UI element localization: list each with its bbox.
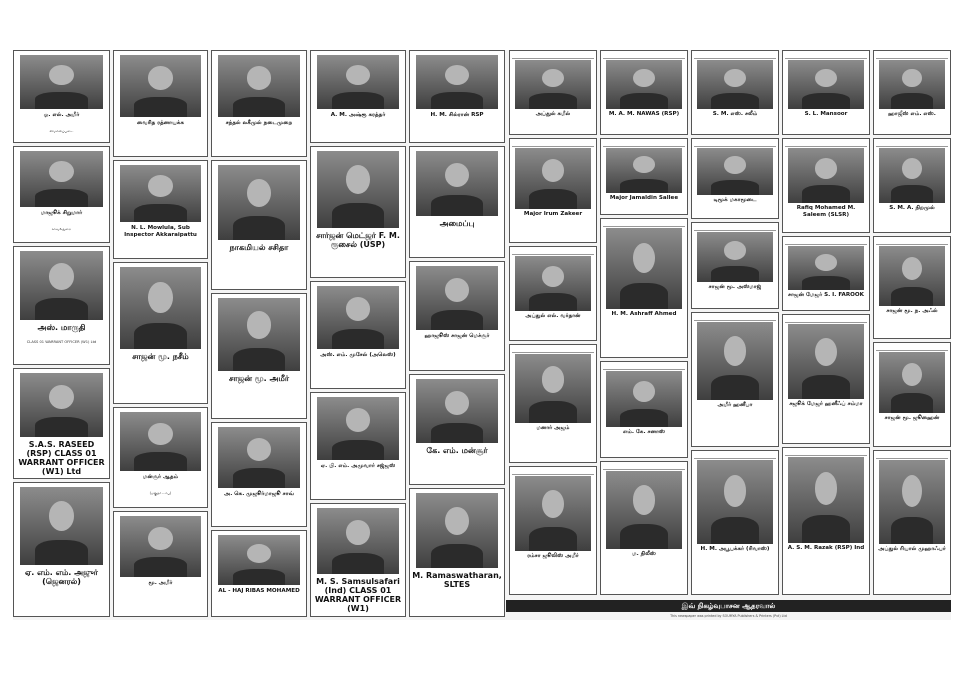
portrait-photo [606,371,682,427]
portrait-photo [20,487,104,565]
card-header-strip [785,316,867,323]
memorial-card [409,488,505,617]
portrait-photo [416,379,499,443]
card-header-strip [603,363,685,370]
portrait-photo [879,352,946,413]
memorial-card [310,50,406,143]
memorial-card [691,312,779,447]
portrait-photo [697,232,773,282]
memorial-card [409,261,505,371]
portrait-photo [416,151,499,216]
card-header-strip [876,238,948,245]
footer-fine-print: This newspaper was printed by SOUMYA Publishers & Printers (Pvt) Ltd [670,614,787,618]
memorial-card [873,50,951,135]
portrait-photo [788,324,864,399]
memorial-card [211,293,307,419]
portrait-photo [697,460,773,544]
memorial-card [211,50,307,157]
portrait-photo [515,476,591,551]
person-name: வைரித ரத்னாயக்க [136,120,185,126]
person-name: சஜூக் மேஜர் ஹனீஃப் சம்மா [789,401,863,407]
person-name: M. Ramaswatharan, SLTES [412,571,502,589]
person-name: சாஜன் மூ. ந. அஃல் [886,308,938,314]
portrait-photo [20,151,104,207]
person-name: ம. நிலீஸ் [632,551,656,557]
memorial-card [13,146,110,243]
person-name: சாஜன் மேஜர் S. I. FAROOK [788,292,864,298]
portrait-photo [515,256,591,311]
person-name: அஸ். எம். முசேல் (அலெஸ்) [320,352,396,358]
portrait-photo [515,148,591,209]
card-header-strip [512,468,594,475]
portrait-photo [20,251,104,320]
portrait-photo [606,471,682,549]
person-name: H. M. அபூபக்கர் (ரிவாஸ்) [700,546,770,552]
memorial-card [310,281,406,389]
memorial-card [211,530,307,617]
person-name: H. M. சில்ரான் RSP [430,112,484,118]
memorial-card [113,160,208,259]
memorial-card [873,236,951,339]
memorial-card [691,138,779,219]
person-name: அ. கெ. முஜூர்மாஜூ சாவ் [224,491,294,497]
portrait-photo [317,55,400,109]
person-name: Major Jamaldin Sallee [609,195,679,201]
person-name: N. L. Mowlula, Sub Inspector Akkaraipattu [124,225,197,238]
person-name: S.A.S. RASEED (RSP) CLASS 01 WARRANT OFFICER (W1) Ltd [18,440,105,476]
portrait-photo [317,397,400,460]
person-name: S. M. எஸ். சலீம் [712,111,758,117]
person-name: கே. எம். மன்சூர் [426,446,488,455]
footer-banner: இவ் நிகழ்வுபாசன ஆதரவால் [506,600,951,612]
portrait-photo [317,151,400,228]
portrait-photo [515,354,591,423]
person-name: M. S. Samsulsafari (Ind) CLASS 01 WARRANT OFFICER (W1) [314,577,402,613]
person-name: சந்தல் லகீமுல் நடைமுறை [225,120,293,126]
person-name: S. M. A. நிறமுல் [889,205,935,211]
portrait-photo [879,148,946,203]
memorial-card [113,262,208,404]
portrait-photo [879,246,946,306]
memorial-card [691,450,779,595]
portrait-photo [317,508,400,574]
portrait-photo [416,266,499,330]
card-header-strip [603,52,685,59]
person-name: சாஜன் மூ. ஜூஹைன் [884,415,940,421]
portrait-photo [218,298,301,371]
portrait-photo [879,460,946,544]
portrait-photo [120,412,202,471]
person-name: AL - HAJ RIBAS MOHAMED [218,588,300,594]
person-name: டிமூக் மகாமூடை [713,197,757,203]
memorial-card [782,236,870,311]
person-name: ரம்சா ஜூலிஸ் அமீர் [527,553,579,559]
memorial-card [691,222,779,309]
person-name: மன்சூர் ஆதம் [142,474,179,480]
person-name: சாஜன் மூ. அஸ்மாஜ் [708,284,762,290]
memorial-card [113,511,208,617]
memorial-card [13,50,110,143]
person-name: ஓ. எல். அமீர் [43,112,80,118]
card-header-strip [785,140,867,147]
portrait-photo [317,286,400,349]
portrait-photo [218,535,301,585]
portrait-photo [20,373,104,437]
person-name: நாகமியல் சசிதா [229,243,289,252]
person-name: ஏ. எம். எம். அஜுர் (ஜெனரல்) [25,568,98,586]
person-name: அப்துல் எல். வர்தான் [525,313,581,319]
card-header-strip [512,346,594,353]
portrait-photo [218,165,301,240]
portrait-photo [697,322,773,400]
memorial-card [782,447,870,595]
card-header-strip [694,140,776,147]
card-header-strip [603,220,685,227]
person-name: அஸ். மாருதி [37,323,86,332]
memorial-card [509,466,597,595]
person-name: ஏ. பி. எம். அமுவார் சஜ்ஜஸ் [320,463,396,469]
portrait-photo [788,246,864,290]
portrait-photo [606,228,682,309]
memorial-card [600,50,688,135]
person-name: A. M. அஷ்ரூ கரத்தர் [330,112,386,118]
memorial-card [310,146,406,278]
card-header-strip [694,52,776,59]
memorial-card [211,422,307,527]
person-name: சாஜன் மூ. அமீர் [228,374,290,383]
memorial-card [409,146,505,258]
person-name: மனார் அஜம் [536,425,570,431]
memorial-card [782,50,870,135]
memorial-sheet [13,50,951,620]
person-name: அமைப்பு [439,219,475,228]
card-header-strip [603,140,685,147]
memorial-card [310,503,406,617]
memorial-card [13,246,110,365]
memorial-card [13,482,110,617]
memorial-card [509,246,597,341]
memorial-card [873,138,951,233]
person-name: ஹாஜூஸ் சாஜன் மெச்சூர் [424,333,490,339]
person-name: சாஜன் மூ. நசீம் [132,352,189,361]
memorial-card [113,407,208,508]
person-name: H. M. Ashraff Ahmed [611,311,677,317]
person-name: ஹாஜீஸ் எம். எஸ். [888,111,936,117]
memorial-card [409,50,505,143]
person-name: அப்துல் ரியால் முஹாஃபர் [878,546,946,552]
memorial-card [600,218,688,358]
portrait-photo [788,148,864,203]
memorial-card [600,138,688,215]
memorial-card [691,50,779,135]
portrait-photo [788,457,864,543]
card-header-strip [512,140,594,147]
memorial-card [873,450,951,595]
memorial-card [310,392,406,500]
portrait-photo [120,55,202,117]
person-name: மூ. அமீர் [148,580,173,586]
person-name: அமீர் ஹனீபா [717,402,753,408]
card-header-strip [876,52,948,59]
person-description: (மகுதா டாபு) [149,491,172,495]
card-header-strip [603,463,685,470]
card-header-strip [876,452,948,459]
portrait-photo [416,493,499,568]
card-header-strip [512,52,594,59]
memorial-card [409,374,505,485]
card-header-strip [512,248,594,255]
portrait-photo [218,55,301,117]
person-name: சார்ஜன் மெட்ஜர் F. M. ரூசைல் (USP) [316,231,400,249]
portrait-photo [20,55,104,109]
memorial-card [509,50,597,135]
card-header-strip [785,52,867,59]
portrait-photo [788,60,864,109]
person-description: காவல்துறை [51,227,72,231]
portrait-photo [879,60,946,109]
card-header-strip [694,224,776,231]
memorial-card [13,368,110,479]
card-header-strip [785,449,867,456]
card-header-strip [876,344,948,351]
memorial-card [600,461,688,595]
portrait-photo [416,55,499,109]
portrait-photo [120,165,202,222]
person-name: S. L. Mansoor [804,111,848,117]
memorial-card [509,138,597,243]
person-name: M. A. M. NAWAS (RSP) [608,111,680,117]
memorial-card [782,314,870,444]
person-name: Major Irum Zakeer [523,211,583,217]
person-description: விமானப்படை [49,129,74,133]
memorial-card [873,342,951,447]
person-name: A. S. M. Razak (RSP) Ind [787,545,865,551]
person-name: அப்துல் கமீல் [535,111,571,117]
portrait-photo [606,148,682,193]
person-name: மாஜூக் சிறுமார் [40,210,83,216]
memorial-card [113,50,208,157]
memorial-card [782,138,870,233]
portrait-photo [697,148,773,195]
portrait-photo [515,60,591,109]
portrait-photo [697,60,773,109]
card-header-strip [785,238,867,245]
card-header-strip [694,452,776,459]
person-name: எம். கே. சனாஸ் [622,429,665,435]
portrait-photo [120,516,202,577]
memorial-card [211,160,307,290]
memorial-card [509,344,597,463]
card-header-strip [694,314,776,321]
portrait-photo [606,60,682,109]
person-name: Rafiq Mohamed M. Saleem (SLSR) [796,205,856,218]
person-description: CLASS 01 WARRANT OFFICER (W1) Ltd [26,340,97,344]
card-header-strip [876,140,948,147]
memorial-card [600,361,688,458]
portrait-photo [120,267,202,349]
portrait-photo [218,427,301,488]
